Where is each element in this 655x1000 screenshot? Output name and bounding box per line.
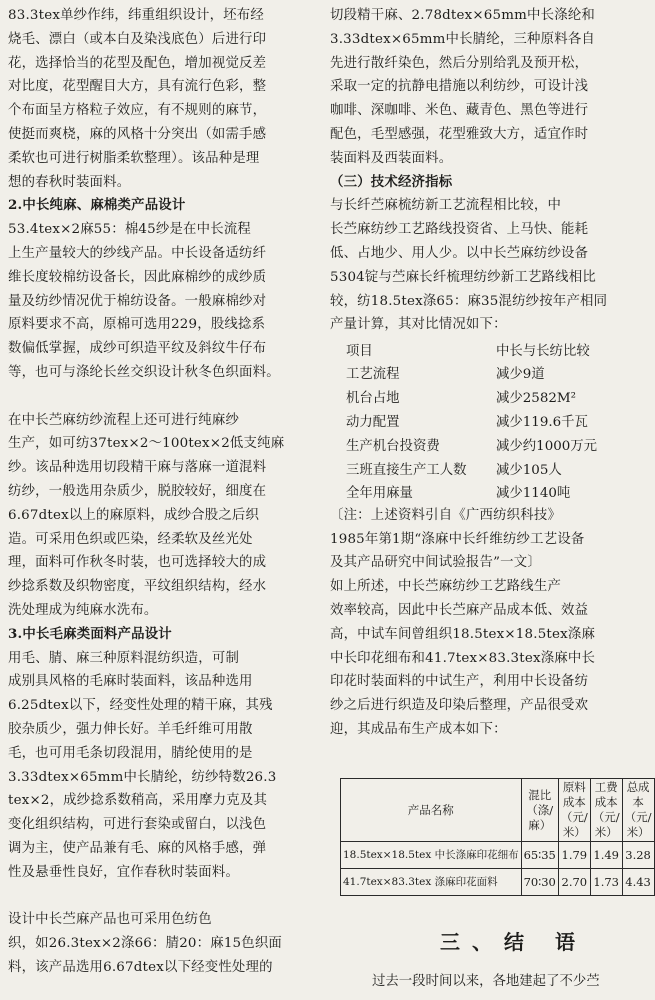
text-line: 料，该产品选用6.67dtex以下经变性处理的 bbox=[8, 959, 273, 975]
comparison-header-cell: 中长与长纺比较 bbox=[496, 343, 590, 359]
text-line: 原料要求不高，原棉可选用229，股线捻系 bbox=[8, 317, 266, 333]
text-line: 3.33dtex×65mm中长腈纶，纺纱特数26.3 bbox=[8, 769, 277, 785]
text-line: 及其产品研究中间试验报告”一文〕 bbox=[330, 555, 541, 571]
product-value-cell: 70∶30 bbox=[521, 869, 558, 896]
product-value-cell: 1.49 bbox=[590, 842, 622, 869]
text-line: 量及纺纱情况优于棉纺设备。一般麻棉纱对 bbox=[8, 293, 267, 309]
product-name-cell: 41.7tex×83.3tex 涤麻印花面料 bbox=[341, 869, 522, 896]
text-line: 长苎麻纺纱工艺路线投资省、上马快、能耗 bbox=[330, 222, 589, 238]
text-line: 1985年第1期“涤麻中长纤维纺纱工艺设备 bbox=[330, 531, 585, 547]
comparison-value: 减少105人 bbox=[496, 462, 562, 478]
text-line: 使挺而爽桡，麻的风格十分突出（如需手感 bbox=[8, 126, 267, 142]
text-line: 3.中长毛麻类面料产品设计 bbox=[8, 625, 172, 642]
comparison-item: 三班直接生产工人数 bbox=[346, 462, 467, 478]
right-column bbox=[330, 4, 632, 742]
comparison-row bbox=[340, 385, 630, 409]
product-table-header-cell: 原料成本（元/米） bbox=[558, 779, 590, 842]
text-line: 调为主，使产品兼有毛、麻的风格手感，弹 bbox=[8, 840, 267, 856]
product-table-header-cell: 产品名称 bbox=[341, 779, 522, 842]
comparison-item: 生产机台投资费 bbox=[346, 438, 440, 454]
comparison-header-cell: 项目 bbox=[346, 343, 373, 359]
comparison-value: 减少2582M² bbox=[496, 391, 576, 407]
product-cost-table bbox=[340, 778, 655, 896]
right-column-summary-text bbox=[330, 504, 632, 742]
text-line: 咖啡、深咖啡、米色、藏青色、黑色等进行 bbox=[330, 103, 589, 119]
product-table-header-cell: 混比（涤/麻） bbox=[521, 779, 558, 842]
comparison-row bbox=[340, 456, 630, 480]
text-line: 纱。该品种选用切段精干麻与落麻一道混料 bbox=[8, 460, 267, 476]
product-value-cell: 1.73 bbox=[590, 869, 622, 896]
text-line: 中长印花细布和41.7tex×83.3tex涤麻中长 bbox=[330, 650, 596, 666]
text-line: 纱捻系数及织物密度，平纹组织结构，经水 bbox=[8, 579, 267, 595]
text-line: 先进行散纤染色，然后分别给乳及预开松， bbox=[330, 55, 589, 71]
text-line: 与长纤苎麻梳纺新工艺流程相比较，中 bbox=[330, 198, 562, 214]
right-column-intro-text bbox=[330, 4, 632, 337]
product-name-cell: 18.5tex×18.5tex 中长涤麻印花细布 bbox=[341, 842, 522, 869]
comparison-item: 动力配置 bbox=[346, 414, 400, 430]
comparison-value: 减少约1000万元 bbox=[496, 438, 598, 454]
text-line: 个布面呈方格粒子效应，有不规则的麻节， bbox=[8, 103, 267, 119]
comparison-row bbox=[340, 432, 630, 456]
product-table-header-cell: 总成本（元/米） bbox=[622, 779, 654, 842]
product-value-cell: 4.43 bbox=[622, 869, 654, 896]
text-line: 高，中试车间曾组织18.5tex×18.5tex涤麻 bbox=[330, 626, 596, 642]
text-line: 等，也可与涤纶长丝交织设计秋冬色织面料。 bbox=[8, 364, 280, 380]
product-value-cell: 3.28 bbox=[622, 842, 654, 869]
text-line: 成别具风格的毛麻时装面料，该品种选用 bbox=[8, 674, 253, 690]
text-line: 低、占地少、用人少。以中长苎麻纺纱设备 bbox=[330, 245, 589, 261]
text-line: 想的春秋时装面料。 bbox=[8, 174, 131, 190]
comparison-row bbox=[340, 480, 630, 504]
text-line: 83.3tex单纱作纬，纬重组织设计，坯布经 bbox=[8, 8, 264, 23]
text-line: 产量计算，其对比情况如下： bbox=[330, 317, 507, 333]
text-line: 柔软也可进行树脂柔软整理）。该品种是理 bbox=[8, 150, 260, 166]
text-line bbox=[8, 884, 308, 908]
text-line: 采取一定的抗静电措施以利纺纱，可设计浅 bbox=[330, 79, 589, 95]
text-line: 〔注：上述资料引自《广西纺织科技》 bbox=[330, 507, 562, 523]
closing-paragraph-start: 过去一段时间以来，各地建起了不少苎 bbox=[372, 974, 600, 989]
comparison-header-row bbox=[340, 337, 630, 361]
comparison-value: 减少119.6千瓦 bbox=[496, 414, 588, 430]
text-line: 53.4tex×2麻55：棉45纱是在中长流程 bbox=[8, 222, 251, 238]
comparison-row bbox=[340, 361, 630, 385]
left-column-text bbox=[8, 4, 308, 980]
text-line: 5304锭与苎麻长纤梳理纺纱新工艺路线相比 bbox=[330, 269, 596, 285]
text-line: 毛，也可用毛条切段混用，腈纶使用的是 bbox=[8, 745, 253, 761]
comparison-item: 工艺流程 bbox=[346, 367, 400, 383]
text-line: 效率较高，因此中长苎麻产品成本低、效益 bbox=[330, 602, 589, 618]
text-line: 2.中长纯麻、麻棉类产品设计 bbox=[8, 197, 186, 214]
text-line: 变化组织结构，可进行套染或留白，以浅色 bbox=[8, 817, 267, 833]
text-line: 数偏低掌握，成纱可织造平纹及斜纹牛仔布 bbox=[8, 341, 267, 357]
text-line: 上生产量较大的纱线产品。中长设备适纺纤 bbox=[8, 245, 267, 261]
text-line: 6.25dtex以下，经变性处理的精干麻，其残 bbox=[8, 698, 273, 714]
text-line: 设计中长苎麻产品也可采用色纺色 bbox=[8, 912, 212, 928]
text-line: 3.33dtex×65mm中长腈纶，三种原料各自 bbox=[330, 31, 595, 47]
text-line: 洗处理成为纯麻水洗布。 bbox=[8, 602, 158, 618]
product-value-cell: 65∶35 bbox=[521, 842, 558, 869]
text-line bbox=[8, 385, 308, 409]
text-line: 装面料及西装面料。 bbox=[330, 150, 453, 166]
text-line: 在中长苎麻纺纱流程上还可进行纯麻纱 bbox=[8, 412, 240, 428]
comparison-value: 减少1140吨 bbox=[496, 486, 571, 502]
comparison-item: 全年用麻量 bbox=[346, 486, 413, 502]
comparison-table bbox=[340, 337, 630, 504]
text-line: 用毛、腈、麻三种原料混纺织造，可制 bbox=[8, 650, 240, 666]
product-value-cell: 2.70 bbox=[558, 869, 590, 896]
product-table-header-cell: 工费成本（元/米） bbox=[590, 779, 622, 842]
text-line: 理，面料可作秋冬时装，也可选择较大的成 bbox=[8, 555, 267, 571]
comparison-row bbox=[340, 409, 630, 433]
product-cost-table-header bbox=[341, 779, 655, 842]
text-line: 纱之后进行织造及印染后整理，产品很受欢 bbox=[330, 698, 589, 714]
text-line: 烧毛、漂白（或本白及染浅底色）后进行印 bbox=[8, 31, 267, 47]
text-line: 造。可采用色织或匹染，经柔软及丝光处 bbox=[8, 531, 253, 547]
product-value-cell: 1.79 bbox=[558, 842, 590, 869]
comparison-value: 减少9道 bbox=[496, 367, 545, 383]
section-title: 三、结 语 bbox=[440, 930, 587, 954]
product-table-row bbox=[341, 842, 655, 869]
product-table-row bbox=[341, 869, 655, 896]
text-line: （三）技术经济指标 bbox=[330, 173, 453, 190]
text-line: 切段精干麻、2.78dtex×65mm中长涤纶和 bbox=[330, 8, 595, 23]
text-line: 较，纺18.5tex涤65：麻35混纺纱按年产相同 bbox=[330, 293, 608, 309]
text-line: tex×2，成纱捻系数稍高，采用摩力克及其 bbox=[8, 793, 268, 809]
left-column bbox=[8, 4, 308, 980]
text-line: 花，选择恰当的花型及配色，增加视觉反差 bbox=[8, 55, 267, 71]
text-line: 纺纱，一般选用杂质少，脱胶较好，细度在 bbox=[8, 483, 267, 499]
text-line: 印花时装面料的中试生产，利用中长设备纺 bbox=[330, 674, 589, 690]
text-line: 维长度较棉纺设备长，因此麻棉纱的成纱质 bbox=[8, 269, 267, 285]
text-line: 胶杂质少，强力伸长好。羊毛纤维可用散 bbox=[8, 721, 253, 737]
text-line: 6.67dtex以上的麻原料，成纱合股之后织 bbox=[8, 507, 260, 523]
text-line: 织，如26.3tex×2涤66：腈20：麻15色织面 bbox=[8, 936, 283, 952]
text-line: 对比度，花型醒目大方，具有流行色彩，整 bbox=[8, 79, 267, 95]
text-line: 性及悬垂性良好，宜作春秋时装面料。 bbox=[8, 864, 240, 880]
comparison-item: 机台占地 bbox=[346, 391, 400, 407]
text-line: 如上所述，中长苎麻纺纱工艺路线生产 bbox=[330, 579, 562, 595]
text-line: 配色，毛型感强，花型雅致大方，适宜作时 bbox=[330, 126, 589, 142]
text-line: 迎，其成品布生产成本如下： bbox=[330, 721, 507, 737]
text-line: 生产，如可纺37tex×2～100tex×2低支纯麻 bbox=[8, 436, 285, 452]
